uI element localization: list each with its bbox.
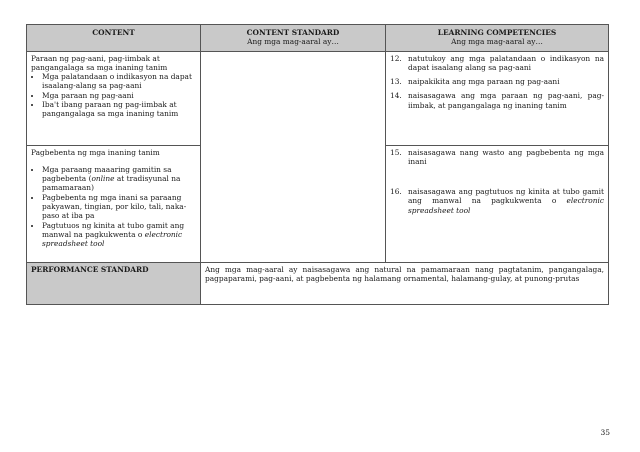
bullet-text: Pagtutuos ng kinita at tubo gamit ang manwal na pagkukwenta o <box>42 220 185 239</box>
header-learning-competencies-label: LEARNING COMPETENCIES <box>437 28 557 37</box>
row-harvest <box>27 51 609 145</box>
competency-14 <box>390 91 604 110</box>
competency-16 <box>390 187 604 215</box>
competency-number: 14. <box>390 91 402 101</box>
bullet-emphasis: electronic spreadsheet tool <box>42 229 183 249</box>
row-harvest-competencies <box>386 51 609 145</box>
bullet-text: at tradisyunal na pamamaraan) <box>42 174 181 193</box>
row-harvest-content <box>27 51 201 145</box>
row-selling-content <box>27 145 201 262</box>
list-item: • Iba't ibang paraan ng pag-iimbak at pangangalaga sa mga inaning tanim <box>42 100 196 119</box>
performance-standard-text: Ang mga mag-aaral ay naisasagawa ang natural na pamamaraan nang pagtatanim, pangangalaga, pagpaparami, pag-aani, at pagbebenta ng halamang ornamental, halamang-gulay, at punong-prutas <box>201 262 609 304</box>
list-item: • Mga palatandaan o indikasyon na dapat isaalang-alang sa pag-aani <box>42 72 196 91</box>
list-item: • Pagbebenta ng mga inani sa paraang pakyawan, tingian, por kilo, tali, naka-paso at iba pa <box>42 193 196 221</box>
row-harvest-title: Paraan ng pag-aani, pag-iimbak at pangangalaga sa mga inaning tanim <box>31 53 168 72</box>
row-selling-competencies <box>386 145 609 262</box>
page-number: 35 <box>600 428 610 437</box>
row-harvest-bullets <box>31 72 196 118</box>
bullet-text: Mga paraang maaaring gamitin sa pagbebenta ( <box>42 164 172 184</box>
competency-text <box>408 187 604 215</box>
competency-number: 16. <box>390 187 402 197</box>
list-item <box>42 221 196 249</box>
header-content-standard <box>201 25 386 52</box>
header-content <box>27 25 201 52</box>
competency-emphasis: electronic spreadsheet tool <box>408 196 604 215</box>
competency-number: 12. <box>390 53 402 63</box>
header-content-standard-label: CONTENT STANDARD <box>246 28 340 37</box>
competency-13 <box>390 77 604 86</box>
row-selling-bullets <box>31 165 196 249</box>
row-selling-title: Pagbebenta ng mga inaning tanim <box>31 147 160 157</box>
competency-number: 13. <box>390 77 402 87</box>
competency-text: naisasagawa nang wasto ang pagbebenta ng mga inani <box>408 147 604 166</box>
competency-text-part: naisasagawa ang pagtutuos ng kinita at tubo gamit ang manwal na pagkukwenta o <box>408 187 604 206</box>
competency-15 <box>390 148 604 167</box>
bullet-emphasis: online <box>91 174 115 184</box>
competency-text: natutukoy ang mga palatandaan o indikasyon na dapat isaalang alang sa pag-aani <box>408 53 604 72</box>
competency-text: naipakikita ang mga paraan ng pag-aani <box>408 77 560 87</box>
content-standard-cell <box>201 51 386 262</box>
list-item <box>42 165 196 193</box>
competency-number: 15. <box>390 147 402 157</box>
curriculum-table <box>26 24 609 305</box>
performance-standard-label: PERFORMANCE STANDARD <box>27 262 201 304</box>
list-item: • Mga paraan ng pag-aani <box>42 91 196 100</box>
row-performance <box>27 262 609 304</box>
competency-text: naisasagawa ang mga paraan ng pag-aani, pag-iimbak, at pangangalaga ng inaning tanim <box>408 91 604 110</box>
header-row <box>27 25 609 52</box>
header-learning-competencies <box>386 25 609 52</box>
header-learning-competencies-sub: Ang mga mag-aaral ay… <box>451 37 543 47</box>
header-content-label: CONTENT <box>92 28 135 37</box>
header-content-standard-sub: Ang mga mag-aaral ay… <box>247 37 339 47</box>
competency-12 <box>390 54 604 73</box>
